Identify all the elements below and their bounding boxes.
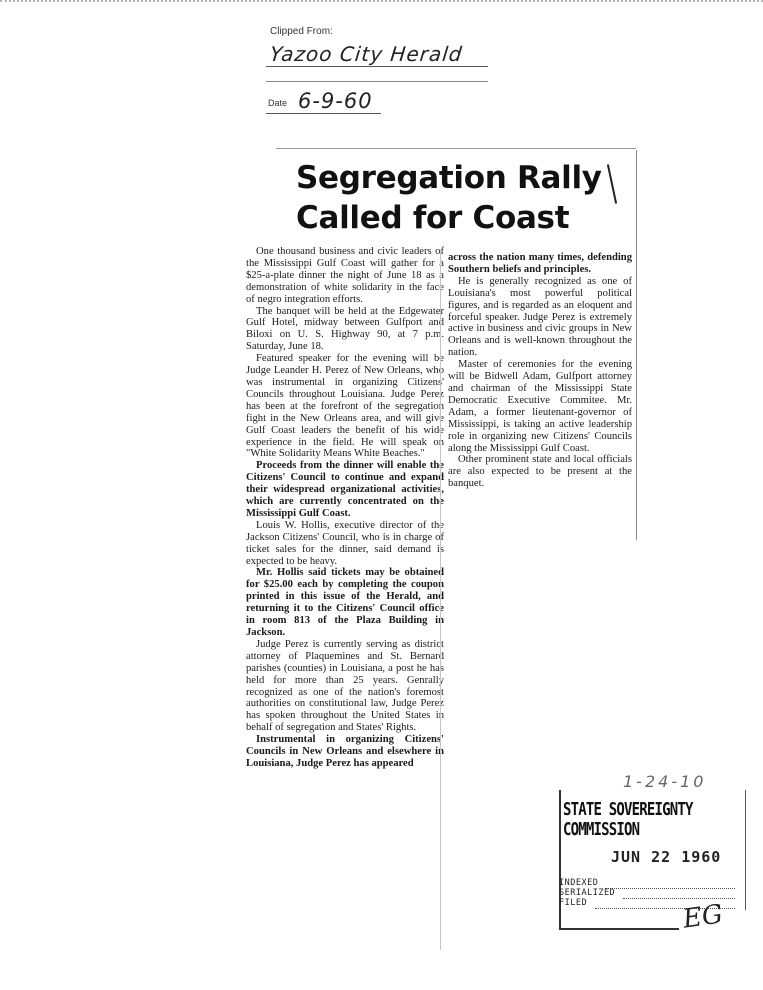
article-paragraph: One thousand business and civic leaders of the Mississippi Gulf Coast will gather for a $25-a-plate dinner the night of June 18 as a demonstration of white solidarity in the face of negro integration efforts. — [246, 246, 444, 305]
article-paragraph: The banquet will be held at the Edgewater Gulf Hotel, midway between Gulfport and Biloxi on U. S. Highway 90, at 7 p.m. Saturday, June 18. — [246, 305, 444, 353]
stamp-field-indexed: INDEXED — [559, 878, 599, 888]
stamp-frame-right — [745, 790, 746, 910]
headline-line-2: Called for Coast — [296, 200, 570, 236]
article-paragraph: Instrumental in organizing Citizens' Councils in New Orleans and elsewhere in Louisiana, Judge Perez has appeared — [246, 734, 444, 769]
page-top-dotted-border — [0, 0, 763, 5]
article-headline — [296, 158, 626, 238]
article-right-column — [448, 252, 632, 490]
source-underline-secondary — [266, 81, 488, 82]
headline-top-rule — [276, 148, 636, 149]
source-underline — [266, 66, 488, 67]
article-paragraph: Proceeds from the dinner will enable the Citizens' Council to continue and expand their widespread organizational activities, which are currently concentrated on the Mississippi Gulf Coast. — [246, 460, 444, 519]
article-right-rule — [636, 150, 637, 540]
date-handwritten: 6-9-60 — [298, 89, 373, 113]
article-paragraph: He is generally recognized as one of Louisiana's most powerful political figures, and is regarded as an eloquent and forceful speaker. Judge Perez is extremely active in business and civic groups in New Orleans and is well-known throughout the nation. — [448, 275, 632, 359]
article-paragraph: Judge Perez is currently serving as district attorney of Plaquemines and St. Bernard parishes (counties) in Louisiana, a post he has held for more than 25 years. Genrally recognized as one of the nation's foremost authorities on constitutional law, Judge Perez has spoken throughout the United States in behalf of segregation and States' Rights. — [246, 638, 444, 734]
clipped-from-label: Clipped From: — [270, 26, 333, 37]
date-label: Date — [268, 98, 288, 108]
article-paragraph: Master of ceremonies for the evening will be Bidwell Adam, Gulfport attorney and chairman of the Mississippi State Democratic Executive Commitee. Mr. Adam, a former lieutenant-governor of Mississippi, is taking an active leadership role in organizing new Citizens' Councils along the Mississippi Gulf Coast. — [448, 359, 632, 454]
article-paragraph: across the nation many times, defending Southern beliefs and principles. — [448, 252, 632, 275]
stamp-scribble: 1-24-10 — [623, 772, 707, 791]
stamp-date: JUN 22 1960 — [611, 848, 722, 866]
article-paragraph: Mr. Hollis said tickets may be obtained for $25.00 each by completing the coupon printed in this issue of the Herald, and returning it to the Citizens' Council office in room 813 of the Plaza Building in Jackson. — [246, 567, 444, 638]
headline-line-1: Segregation Rally — [296, 160, 602, 196]
column-divider — [440, 250, 441, 950]
article-paragraph: Other prominent state and local officials are also expected to be present at the banquet. — [448, 454, 632, 490]
source-handwritten: Yazoo City Herald — [268, 42, 464, 66]
clipping-header — [258, 18, 493, 118]
stamp-title: STATE SOVEREIGNTY COMMISSION — [563, 800, 693, 840]
stamp-field-line — [605, 888, 735, 889]
commission-stamp — [553, 772, 749, 940]
article-paragraph: Louis W. Hollis, executive director of the Jackson Citizens' Council, who is in charge of ticket sales for the dinner, said demand is expected to be heavy. — [246, 519, 444, 567]
stamp-initials: EG — [681, 899, 725, 935]
date-underline — [266, 113, 381, 114]
stamp-field-serialized: SERIALIZED — [559, 888, 616, 898]
article-left-column — [246, 246, 444, 770]
stamp-field-filed: FILED — [559, 898, 588, 908]
stamp-bottom-rule — [559, 928, 679, 930]
article-paragraph: Featured speaker for the evening will be Judge Leander H. Perez of New Orleans, who was instrumental in organizing Citizens' Councils throughout Louisiana. Judge Perez has been at the forefront of the segregation fight in the New Orleans area, and will give Gulf Coast leaders the benefit of his wide experience in the field. He will speak on "White Solidarity Means White Beaches." — [246, 353, 444, 460]
